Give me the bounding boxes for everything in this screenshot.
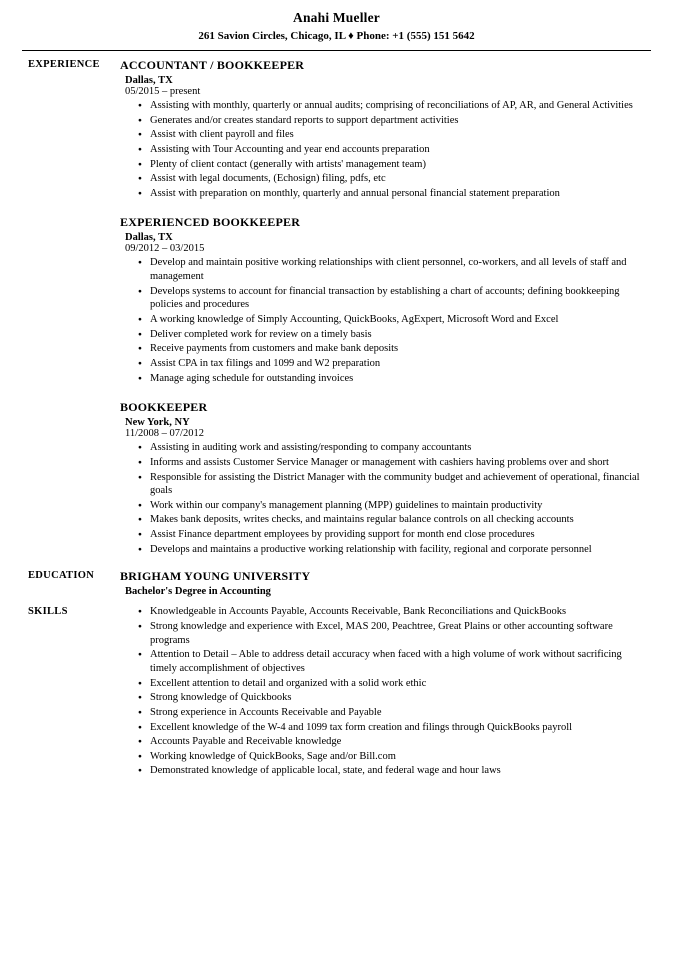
list-item: ● Assist with client payroll and files	[138, 128, 651, 142]
list-item: ● Working knowledge of QuickBooks, Sage and/or Bill.com	[138, 750, 651, 764]
list-item: ● Excellent knowledge of the W-4 and 1099 tax form creation and filings through QuickBooks payroll	[138, 721, 651, 735]
education-body	[118, 569, 651, 597]
list-item: ● Assist with preparation on monthly, quarterly and annual personal financial statement preparation	[138, 187, 651, 201]
education-school: BRIGHAM YOUNG UNIVERSITY	[120, 569, 311, 584]
education-label: EDUCATION	[28, 570, 95, 582]
spacer	[120, 201, 651, 215]
job-dates: 11/2008 – 07/2012	[125, 428, 204, 440]
spacer	[120, 386, 651, 400]
job-location: New York, NY	[125, 417, 190, 429]
list-item: ● Receive payments from customers and make bank deposits	[138, 342, 651, 356]
list-item: ● Plenty of client contact (generally with artists' management team)	[138, 158, 651, 172]
list-item: ● Generates and/or creates standard reports to support department activities	[138, 114, 651, 128]
experience-section	[22, 58, 651, 557]
job-bullets	[120, 441, 651, 556]
list-item: ● Develop and maintain positive working relationships with client personnel, co-workers, and all levels of staff and management	[138, 256, 651, 283]
education-degree: Bachelor's Degree in Accounting	[125, 586, 271, 598]
candidate-name: Anahi Mueller	[293, 10, 380, 25]
list-item: ● Strong experience in Accounts Receivable and Payable	[138, 706, 651, 720]
list-item: ● Assist CPA in tax filings and 1099 and W2 preparation	[138, 357, 651, 371]
spacer	[22, 557, 651, 569]
list-item: ● Strong knowledge and experience with Excel, MAS 200, Peachtree, Great Plains or other accounting software programs	[138, 620, 651, 647]
resume-header	[22, 10, 651, 42]
list-item: ● Assisting with Tour Accounting and year end accounts preparation	[138, 143, 651, 157]
job-location: Dallas, TX	[125, 232, 173, 244]
list-item: ● Deliver completed work for review on a timely basis	[138, 328, 651, 342]
list-item: ● Assist with legal documents, (Echosign) filing, pdfs, etc	[138, 172, 651, 186]
candidate-contact: 261 Savion Circles, Chicago, IL ♦ Phone: +1 (555) 151 5642	[198, 30, 475, 42]
job-entry	[120, 400, 651, 556]
job-title: ACCOUNTANT / BOOKKEEPER	[120, 58, 305, 72]
list-item: ● Assisting in auditing work and assisting/responding to company accountants	[138, 441, 651, 455]
spacer	[22, 597, 651, 605]
job-location: Dallas, TX	[125, 75, 173, 86]
list-item: ● Assist Finance department employees by providing support for month end close procedures	[138, 528, 651, 542]
skills-bullets	[120, 605, 651, 778]
list-item: ● Responsible for assisting the District Manager with the community budget and achievement of operational, financial goals	[138, 471, 651, 498]
list-item: ● Demonstrated knowledge of applicable local, state, and federal wage and hour laws	[138, 764, 651, 778]
job-dates: 09/2012 – 03/2015	[125, 243, 205, 255]
list-item: ● Strong knowledge of Quickbooks	[138, 691, 651, 705]
list-item: ● Accounts Payable and Receivable knowledge	[138, 735, 651, 749]
skills-label: SKILLS	[28, 606, 68, 618]
list-item: ● Attention to Detail – Able to address detail accuracy when faced with a high volume of work without sacrificing timely accomplishment of objectives	[138, 648, 651, 675]
list-item: ● Develops and maintains a productive working relationship with facility, regional and corporate personnel	[138, 543, 651, 557]
list-item: ● A working knowledge of Simply Accounting, QuickBooks, AgExpert, Microsoft Word and Excel	[138, 313, 651, 327]
job-bullets	[120, 256, 651, 385]
job-bullets	[120, 99, 651, 200]
list-item: ● Informs and assists Customer Service Manager or management with cashiers having problems over and short	[138, 456, 651, 470]
list-item: ● Knowledgeable in Accounts Payable, Accounts Receivable, Bank Reconciliations and QuickBooks	[138, 605, 651, 619]
list-item: ● Work within our company's management planning (MPP) guidelines to maintain productivity	[138, 499, 651, 513]
list-item: ● Assisting with monthly, quarterly or annual audits; comprising of reconciliations of AP, AR, and General Activities	[138, 99, 651, 113]
education-section	[22, 569, 651, 597]
list-item: ● Makes bank deposits, writes checks, and maintains regular balance controls on all checking accounts	[138, 513, 651, 527]
job-title: EXPERIENCED BOOKKEEPER	[120, 215, 301, 230]
header-divider	[22, 50, 651, 51]
experience-body	[118, 58, 651, 557]
list-item: ● Excellent attention to detail and organized with a solid work ethic	[138, 677, 651, 691]
job-entry	[120, 58, 651, 200]
job-title: BOOKKEEPER	[120, 400, 208, 415]
job-entry	[120, 215, 651, 385]
experience-label: EXPERIENCE	[28, 59, 100, 70]
list-item: ● Develops systems to account for financial transaction by establishing a chart of accounts; defining bookkeeping policies and procedures	[138, 285, 651, 312]
list-item: ● Manage aging schedule for outstanding invoices	[138, 372, 651, 386]
job-dates: 05/2015 – present	[125, 86, 201, 97]
skills-body	[118, 605, 651, 779]
skills-section	[22, 605, 651, 779]
